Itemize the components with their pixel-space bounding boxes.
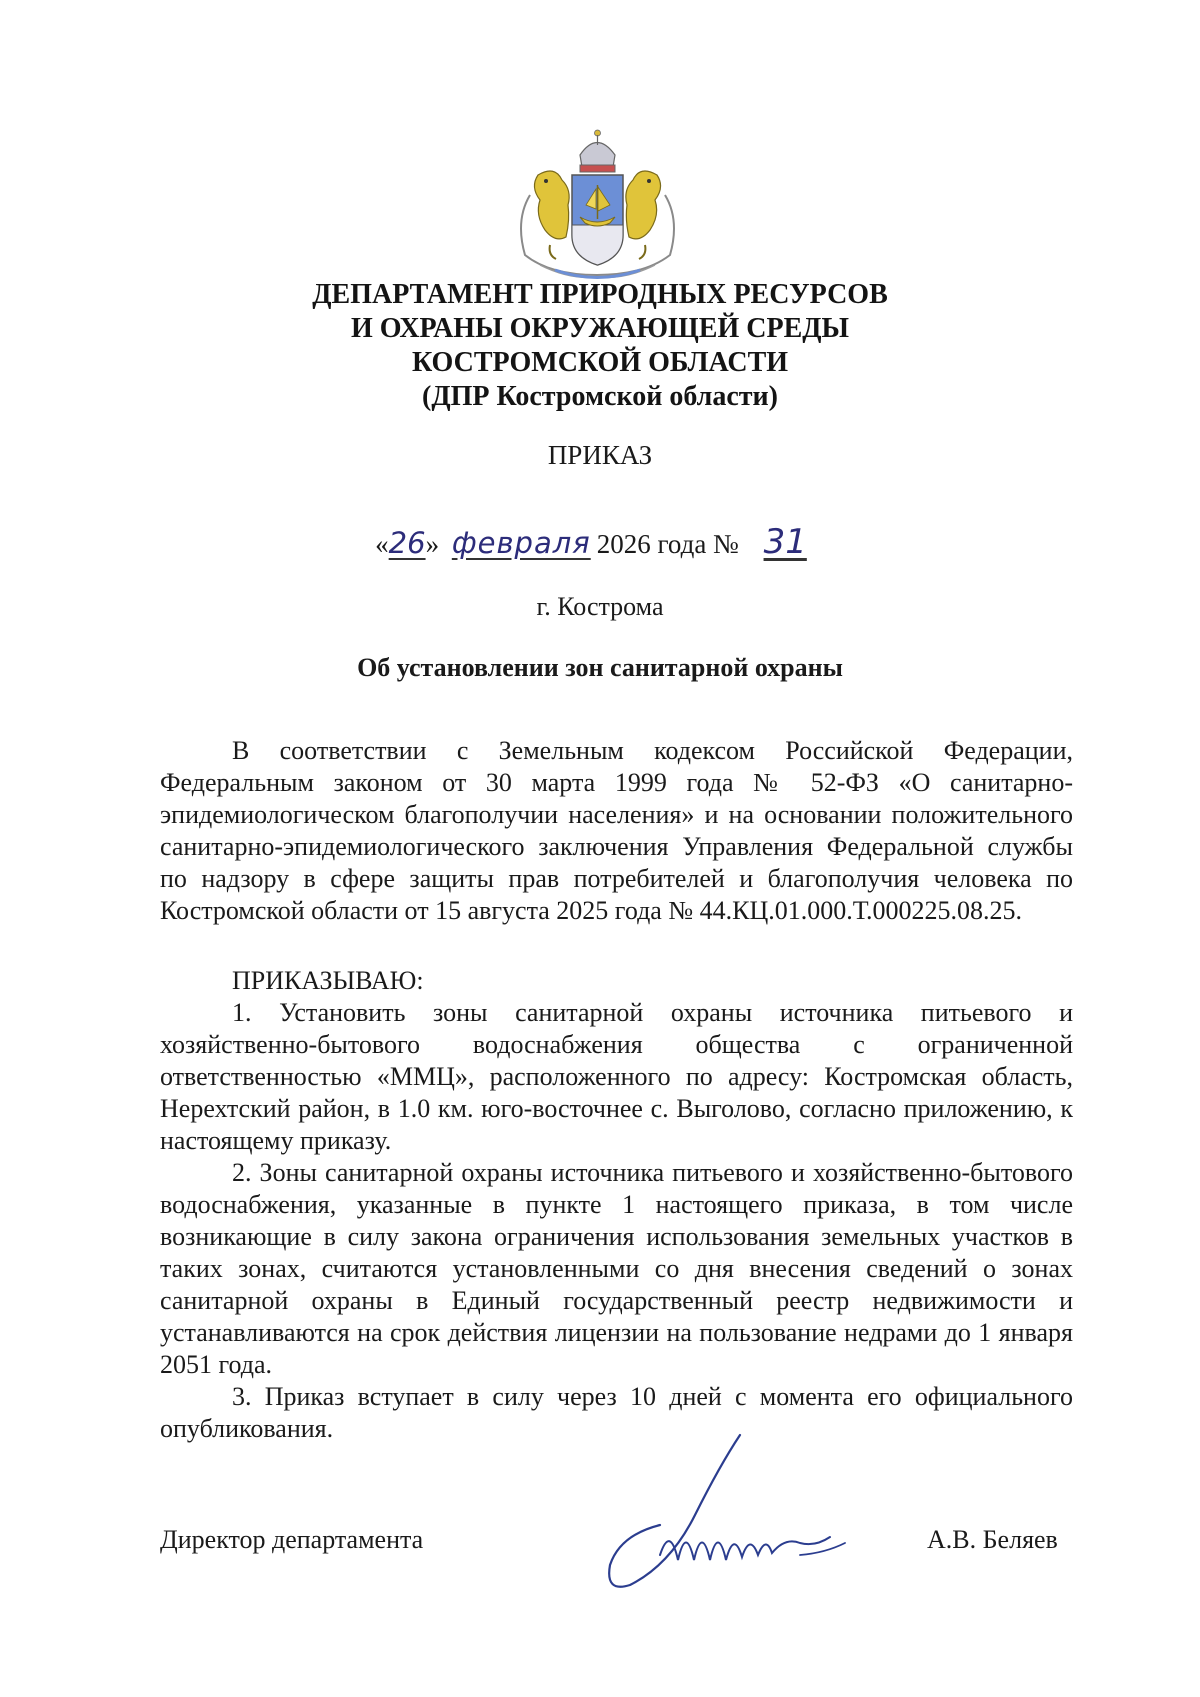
- crown-icon: [580, 130, 615, 172]
- header-line-3: КОСТРОМСКОЙ ОБЛАСТИ: [411, 347, 789, 378]
- header-line-2: И ОХРАНЫ ОКРУЖАЮЩЕЙ СРЕДЫ: [350, 313, 850, 344]
- order-word: ПРИКАЗЫВАЮ:: [232, 966, 424, 995]
- date-day: 26: [388, 526, 426, 560]
- document-number: 31: [763, 522, 807, 562]
- date-year-text: 2026 года №: [596, 529, 739, 559]
- date-month: февраля: [451, 526, 591, 560]
- item-3-paragraph: 3. Приказ вступает в силу через 10 дней с момента его официального опубликования.: [160, 1382, 1073, 1443]
- coat-of-arms-emblem: [510, 125, 685, 285]
- document-body: [160, 735, 1073, 1445]
- shield-icon: [572, 175, 623, 265]
- header-abbreviation: (ДПР Костромской области): [422, 381, 778, 412]
- signatory-title: Директор департамента: [160, 1525, 424, 1554]
- date-open-quote: «: [375, 529, 389, 559]
- item-1-paragraph: 1. Установить зоны санитарной охраны источника питьевого и хозяйственно-бытового водоснабжения общества с ограниченной ответственностью «ММЦ», расположенного по адресу: Костромская область, Нерехтский район, в 1.0 км. юго-восточнее с. Выголово, согласно приложению, к настоящему приказу.: [160, 998, 1073, 1155]
- preamble-paragraph: В соответствии с Земельным кодексом Российской Федерации, Федеральным законом от 30 марта 1999 года № 52-ФЗ «О санитарно-эпидемиологическом благополучии населения» и на основании положительного санитарно-эпидемиологического заключения Управления Федеральной службы по надзору в сфере защиты прав потребителей и благополучия человека по Костромской области от 15 августа 2025 года № 44.КЦ.01.000.Т.000225.08.25.: [160, 736, 1073, 925]
- department-header: [0, 278, 1200, 414]
- city: г. Кострома: [536, 592, 664, 621]
- header-line-1: ДЕПАРТАМЕНТ ПРИРОДНЫХ РЕСУРСОВ: [312, 279, 888, 310]
- document-type: ПРИКАЗ: [547, 440, 653, 470]
- document-subject: Об установлении зон санитарной охраны: [357, 653, 843, 682]
- signatory-name: А.В. Беляев: [927, 1525, 1058, 1554]
- lion-left-icon: [534, 171, 569, 259]
- handwritten-signature: [600, 1425, 900, 1595]
- item-2-paragraph: 2. Зоны санитарной охраны источника питьевого и хозяйственно-бытового водоснабжения, указанные в пункте 1 настоящего приказа, в том числе возникающие в силу закона ограничения использования земельных участков в таких зонах, считаются установленными со дня внесения сведений о зонах санитарной охраны в Единый государственный реестр недвижимости и устанавливаются на срок действия лицензии на пользование недрами до 1 января 2051 года.: [160, 1158, 1073, 1379]
- date-and-number: [0, 522, 1200, 562]
- lion-right-icon: [626, 171, 661, 259]
- date-close-quote: »: [425, 529, 440, 559]
